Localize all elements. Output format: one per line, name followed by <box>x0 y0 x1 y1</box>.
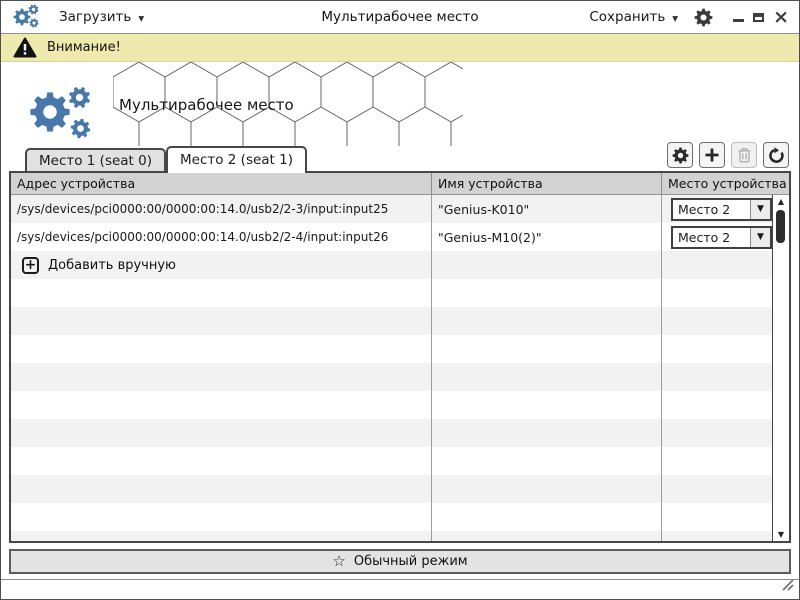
device-table <box>9 171 791 543</box>
undo-icon <box>768 147 785 164</box>
vertical-scrollbar[interactable] <box>772 195 789 541</box>
delete-device-button <box>731 142 757 168</box>
seat-select[interactable] <box>671 198 772 221</box>
table-header <box>11 173 789 195</box>
star-icon: ☆ <box>332 552 346 570</box>
table-rows <box>11 195 772 541</box>
app-header <box>1 62 799 146</box>
chevron-down-icon: ▼ <box>672 13 679 23</box>
scroll-up-icon[interactable]: ▲ <box>777 197 785 206</box>
settings-button[interactable] <box>667 142 693 168</box>
device-toolbar <box>667 142 789 168</box>
status-bar <box>1 579 799 598</box>
add-device-button[interactable] <box>699 142 725 168</box>
title-bar <box>1 1 799 34</box>
scrollbar-thumb[interactable] <box>776 210 785 243</box>
plus-icon <box>704 147 720 163</box>
seat-select[interactable] <box>671 226 772 249</box>
warning-text: Внимание! <box>47 40 121 55</box>
column-header-address[interactable]: Адрес устройства <box>11 173 432 194</box>
tabs-row <box>1 146 799 171</box>
normal-mode-button[interactable] <box>9 549 791 574</box>
empty-row <box>11 279 772 307</box>
app-title: Мультирабочее место <box>119 96 294 114</box>
table-row[interactable] <box>11 223 772 251</box>
settings-gear-icon[interactable] <box>694 8 713 27</box>
add-row-label: Добавить вручную <box>48 257 176 273</box>
warning-icon <box>13 37 37 58</box>
close-button[interactable]: × <box>773 6 789 28</box>
scroll-down-icon[interactable]: ▼ <box>777 530 785 539</box>
app-gears-icon <box>11 3 43 31</box>
load-menu-button[interactable] <box>59 9 144 25</box>
column-header-name[interactable]: Имя устройства <box>432 173 662 194</box>
minimize-button[interactable] <box>733 19 744 22</box>
table-row[interactable] <box>11 195 772 223</box>
chevron-down-icon: ▼ <box>138 13 145 23</box>
device-name: "Genius-K010" <box>432 195 662 223</box>
device-address: /sys/devices/pci0000:00/0000:00:14.0/usb2/2-3/input:input25 <box>11 195 432 223</box>
device-name: "Genius-M10(2)" <box>432 223 662 251</box>
plus-icon: + <box>22 257 39 274</box>
empty-row <box>11 363 772 391</box>
reset-button[interactable] <box>763 142 789 168</box>
chevron-down-icon[interactable]: ▼ <box>750 200 770 219</box>
empty-row <box>11 447 772 475</box>
seat-select-value: Место 2 <box>678 201 731 217</box>
window-title: Мультирабочее место <box>321 9 479 25</box>
trash-icon <box>737 147 752 163</box>
empty-row <box>11 419 772 447</box>
chevron-down-icon[interactable]: ▼ <box>750 228 770 247</box>
warning-bar <box>1 34 799 62</box>
empty-row <box>11 391 772 419</box>
app-logo-gears-icon <box>9 68 99 148</box>
device-address: /sys/devices/pci0000:00/0000:00:14.0/usb2/2-4/input:input26 <box>11 223 432 251</box>
normal-mode-label: Обычный режим <box>353 554 468 569</box>
empty-row <box>11 475 772 503</box>
add-device-row[interactable] <box>11 251 772 279</box>
tab-seat-0[interactable]: Место 1 (seat 0) <box>25 148 166 171</box>
resize-grip[interactable] <box>781 576 795 595</box>
column-header-seat[interactable]: Место устройства <box>668 176 787 191</box>
restore-button[interactable] <box>753 13 764 22</box>
save-menu-button[interactable] <box>589 9 678 25</box>
load-menu-label: Загрузить <box>59 9 132 25</box>
empty-row <box>11 335 772 363</box>
seat-select-value: Место 2 <box>678 229 731 245</box>
empty-row <box>11 503 772 531</box>
gear-icon <box>672 147 689 164</box>
empty-row <box>11 307 772 335</box>
empty-row <box>11 531 772 541</box>
tab-seat-1[interactable]: Место 2 (seat 1) <box>166 146 307 173</box>
save-menu-label: Сохранить <box>589 9 666 25</box>
